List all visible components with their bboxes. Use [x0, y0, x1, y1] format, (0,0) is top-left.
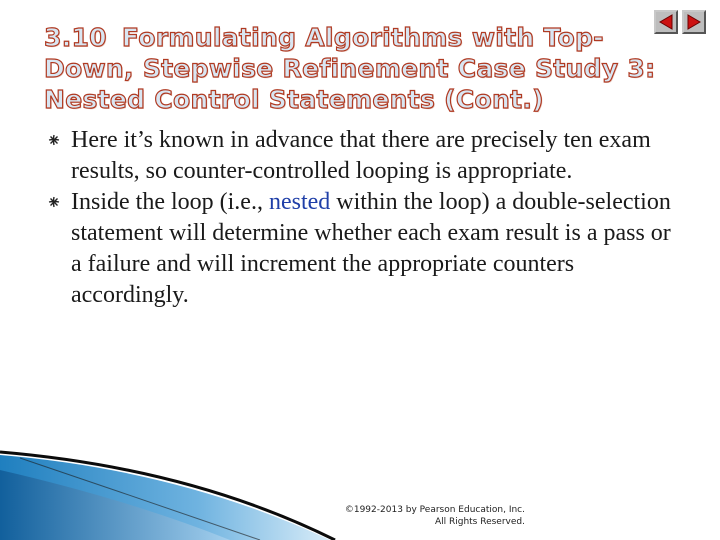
title-section-number: 3.10: [44, 23, 107, 52]
copyright-line: ©1992-2013 by Pearson Education, Inc.: [344, 505, 525, 515]
rights-line: All Rights Reserved.: [434, 517, 525, 527]
title-text: Formulating Algorithms with Top-Down, Stepwise Refinement Case Study 3: Nested Control Statements (Cont.): [44, 23, 656, 114]
bullet-text: Here it’s known in advance that there are precisely ten exam results, so counter-controlled looping is appropriate.: [71, 127, 651, 184]
highlighted-term: nested: [268, 189, 331, 215]
bullet-text-before: Inside the loop (i.e.,: [71, 189, 269, 215]
copyright-footer: [320, 504, 525, 528]
bullet-text-after: within the loop) a double-selection statement will determine whether each exam result is a pass or a failure and will increment the appropriate counters accordingly.: [71, 189, 671, 308]
